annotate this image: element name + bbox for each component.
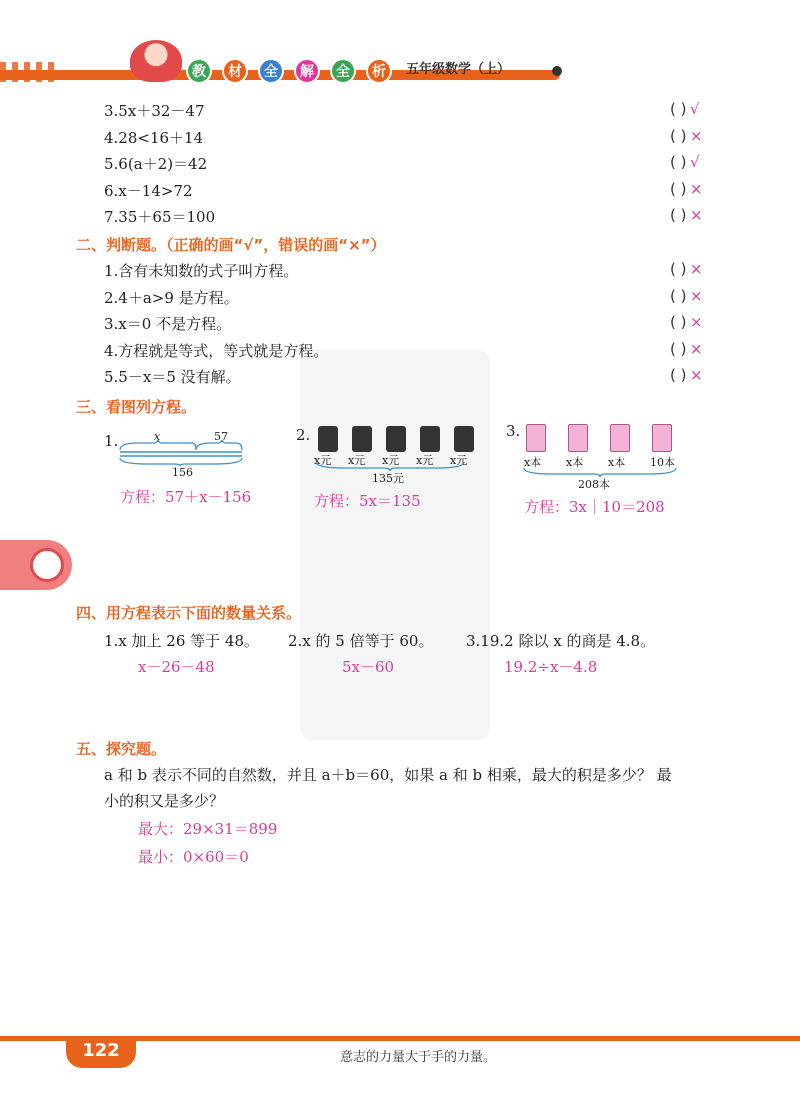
fig1-number: 1. bbox=[104, 432, 119, 450]
s4-answer-2: 5x－60 bbox=[342, 658, 395, 676]
footer-quote: 意志的力量大于手的力量。 bbox=[340, 1050, 497, 1065]
answer-parens: ( ) bbox=[670, 126, 687, 145]
title-char-circle: 教 bbox=[186, 58, 212, 84]
question-text: 5.5－x＝5 没有解。 bbox=[104, 368, 241, 386]
section3-heading: 三、看图列方程。 bbox=[76, 398, 197, 416]
book-icon bbox=[568, 424, 588, 452]
fig3-number: 3. bbox=[506, 422, 521, 440]
calculator-price-label: x元 bbox=[314, 454, 332, 467]
answer-mark: × bbox=[690, 260, 703, 278]
s5-answer-max: 最大：29×31＝899 bbox=[138, 820, 278, 838]
page-number: 122 bbox=[82, 1040, 120, 1061]
question-text: 6.x－14>72 bbox=[104, 181, 193, 200]
fig2-number: 2. bbox=[296, 426, 311, 444]
answer-parens: ( ) bbox=[670, 153, 687, 171]
title-char-circle: 析 bbox=[366, 58, 392, 84]
book-count-label: x本 bbox=[608, 456, 626, 469]
section2-heading: 二、判断题。（正确的画“√”，错误的画“×”） bbox=[76, 236, 386, 254]
answer-mark: × bbox=[690, 313, 703, 331]
answer-parens: ( ) bbox=[670, 100, 687, 118]
answer-parens: ( ) bbox=[670, 366, 687, 384]
title-char-circle: 全 bbox=[330, 58, 356, 84]
pin-icon bbox=[552, 66, 562, 76]
answer-mark: × bbox=[690, 179, 703, 198]
s5-question-line1: a 和 b 表示不同的自然数，并且 a＋b＝60，如果 a 和 b 相乘，最大的积是多少？ 最 bbox=[104, 766, 672, 784]
question-text: 1.含有未知数的式子叫方程。 bbox=[104, 262, 299, 280]
s4-question-2: 2.x 的 5 倍等于 60。 bbox=[288, 632, 434, 650]
calculator-price-label: x元 bbox=[348, 454, 366, 467]
book-icon bbox=[610, 424, 630, 452]
grade-label: 五年级数学（上） bbox=[406, 62, 511, 77]
calculator-icon bbox=[420, 426, 440, 452]
question-text: 3.5x＋32－47 bbox=[104, 102, 205, 120]
calculator-icon bbox=[454, 426, 474, 452]
fig2-answer: 方程：5x＝135 bbox=[314, 492, 421, 510]
fig3-answer: 方程：3x｜10＝208 bbox=[524, 498, 665, 516]
girl-mascot-icon bbox=[130, 40, 182, 82]
answer-mark: × bbox=[690, 286, 703, 305]
fig2-total-label: 135元 bbox=[372, 472, 404, 485]
answer-parens: ( ) bbox=[670, 313, 687, 331]
answer-mark: √ bbox=[690, 153, 700, 171]
answer-mark: √ bbox=[690, 100, 700, 118]
s5-answer-min: 最小：0×60＝0 bbox=[138, 848, 249, 866]
answer-parens: ( ) bbox=[670, 286, 687, 305]
fig1-brace-diagram bbox=[118, 440, 246, 466]
question-text: 7.35＋65＝100 bbox=[104, 208, 216, 226]
title-char-circle: 解 bbox=[294, 58, 320, 84]
section5-heading: 五、探究题。 bbox=[76, 740, 167, 758]
question-text: 2.4＋a>9 是方程。 bbox=[104, 288, 239, 307]
calculator-price-label: x元 bbox=[450, 454, 468, 467]
calculator-price-label: x元 bbox=[382, 454, 400, 467]
question-text: 3.x＝0 不是方程。 bbox=[104, 315, 232, 333]
s4-answer-1: x－26－48 bbox=[138, 658, 215, 676]
fig3-total-label: 208本 bbox=[578, 478, 610, 491]
answer-parens: ( ) bbox=[670, 339, 687, 358]
calculator-icon bbox=[352, 426, 372, 452]
answer-parens: ( ) bbox=[670, 179, 687, 198]
answer-mark: × bbox=[690, 206, 703, 224]
s5-question-line2: 小的积又是多少？ bbox=[104, 792, 225, 810]
book-count-label: 10本 bbox=[650, 456, 675, 469]
question-text: 5.6(a＋2)＝42 bbox=[104, 155, 208, 173]
answer-parens: ( ) bbox=[670, 206, 687, 224]
answer-parens: ( ) bbox=[670, 260, 687, 278]
title-char-circle: 全 bbox=[258, 58, 284, 84]
question-text: 4.28<16＋14 bbox=[104, 128, 204, 147]
fig1-total-label: 156 bbox=[172, 466, 193, 479]
book-icon bbox=[526, 424, 546, 452]
s4-answer-3: 19.2÷x－4.8 bbox=[504, 658, 598, 676]
s4-question-3: 3.19.2 除以 x 的商是 4.8。 bbox=[466, 632, 656, 650]
book-count-label: x本 bbox=[524, 456, 542, 469]
fig1-x-label: x bbox=[154, 430, 161, 443]
answer-mark: × bbox=[690, 126, 703, 145]
cat-face-icon bbox=[30, 548, 64, 582]
section4-heading: 四、用方程表示下面的数量关系。 bbox=[76, 604, 302, 622]
book-icon bbox=[652, 424, 672, 452]
calculator-icon bbox=[386, 426, 406, 452]
answer-mark: × bbox=[690, 366, 703, 384]
calculator-price-label: x元 bbox=[416, 454, 434, 467]
s4-question-1: 1.x 加上 26 等于 48。 bbox=[104, 632, 260, 650]
calculator-icon bbox=[318, 426, 338, 452]
book-count-label: x本 bbox=[566, 456, 584, 469]
fig1-answer: 方程：57＋x－156 bbox=[120, 488, 252, 506]
title-char-circle: 材 bbox=[222, 58, 248, 84]
watermark bbox=[300, 350, 490, 740]
question-text: 4.方程就是等式，等式就是方程。 bbox=[104, 341, 329, 360]
answer-mark: × bbox=[690, 339, 703, 358]
fig1-57-label: 57 bbox=[214, 430, 228, 443]
